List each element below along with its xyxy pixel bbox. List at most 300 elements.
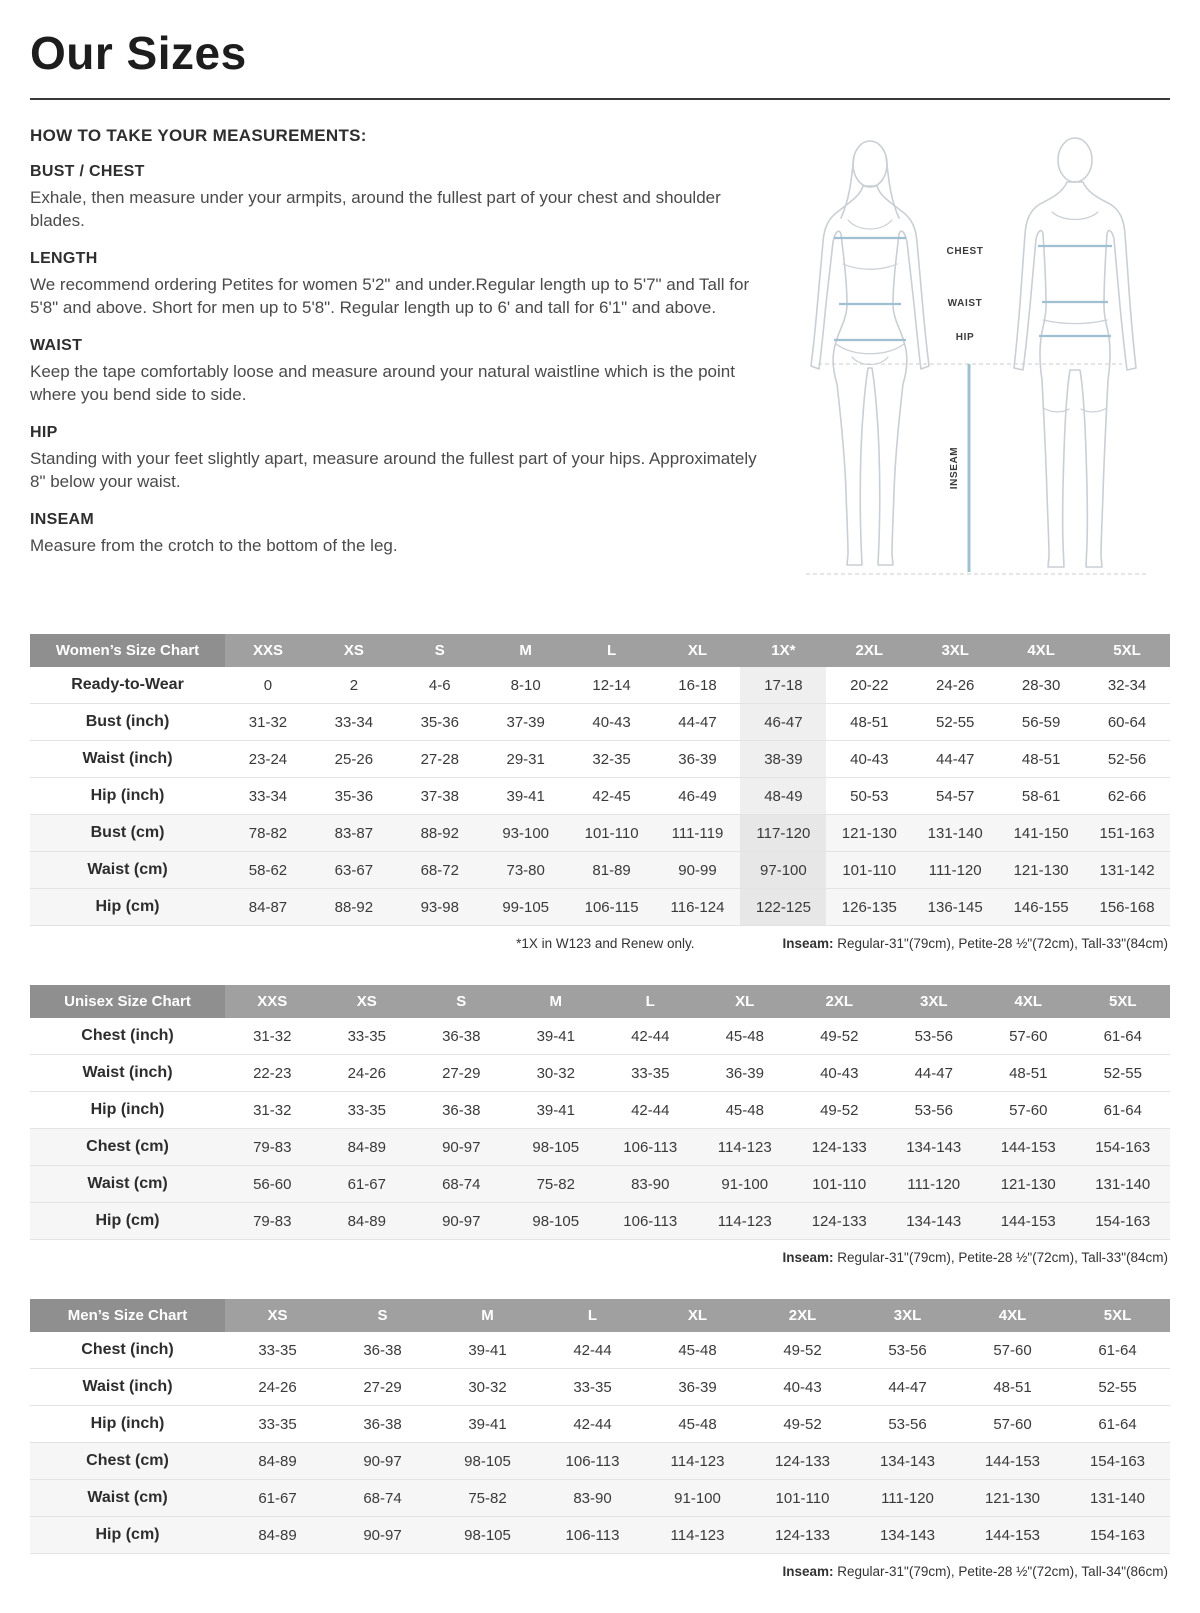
measurement-instructions — [30, 124, 1170, 600]
size-column-header: XS — [320, 985, 415, 1018]
size-cell: 46-47 — [740, 704, 826, 741]
size-cell: 68-72 — [420, 861, 459, 879]
section-body: Exhale, then measure under your armpits, around the fullest part of your chest and shoulder blades. — [30, 188, 721, 230]
size-row — [30, 852, 1170, 889]
size-cell: 106-113 — [565, 1452, 620, 1470]
size-cell: 101-110 — [775, 1489, 830, 1507]
inseam-footnote-label: Inseam: — [782, 936, 834, 951]
size-cell: 90-97 — [442, 1212, 481, 1230]
size-cell: 154-163 — [1095, 1212, 1151, 1230]
size-cell: 111-120 — [907, 1175, 961, 1193]
section-title: HIP — [30, 423, 58, 441]
size-cell: 49-52 — [820, 1101, 859, 1119]
section-length — [30, 250, 764, 320]
women-s-size-chart-table — [30, 634, 1170, 926]
size-cell: 0 — [263, 676, 273, 694]
size-cell: 106-113 — [623, 1138, 678, 1156]
size-column-header: XS — [311, 634, 397, 667]
female-bikini-top — [836, 344, 904, 354]
size-cell: 88-92 — [420, 824, 459, 842]
instructions-heading: HOW TO TAKE YOUR MEASUREMENTS: — [30, 126, 367, 145]
size-cell: 91-100 — [721, 1175, 769, 1193]
size-column-header: 2XL — [826, 634, 912, 667]
size-cell: 57-60 — [1009, 1027, 1048, 1045]
size-cell: 117-120 — [740, 815, 826, 852]
size-cell: 36-38 — [363, 1415, 402, 1433]
size-cell: 90-99 — [678, 861, 717, 879]
size-cell: 22-23 — [253, 1064, 292, 1082]
size-cell: 31-32 — [253, 1027, 292, 1045]
size-row — [30, 778, 1170, 815]
size-row — [30, 889, 1170, 926]
size-cell: 79-83 — [253, 1138, 292, 1156]
size-cell: 111-120 — [928, 861, 982, 879]
row-label: Chest (inch) — [81, 1027, 174, 1044]
size-cell: 46-49 — [678, 787, 717, 805]
size-cell: 84-87 — [248, 898, 288, 916]
size-cell: 24-26 — [258, 1378, 297, 1396]
size-column-header: M — [509, 985, 604, 1018]
size-cell: 42-44 — [631, 1101, 670, 1119]
size-cell: 58-62 — [248, 861, 288, 879]
size-cell: 16-18 — [678, 676, 717, 694]
section-title: WAIST — [30, 336, 83, 354]
size-row — [30, 1092, 1170, 1129]
size-cell: 54-57 — [936, 787, 975, 805]
size-cell: 17-18 — [740, 667, 826, 704]
size-cell: 101-110 — [812, 1175, 867, 1193]
size-cell: 45-48 — [678, 1341, 717, 1359]
size-cell: 39-41 — [506, 787, 545, 805]
size-cell: 44-47 — [888, 1378, 927, 1396]
size-cell: 36-38 — [442, 1101, 481, 1119]
size-cell: 57-60 — [1009, 1101, 1048, 1119]
section-title: BUST / CHEST — [30, 163, 145, 180]
size-cell: 48-49 — [740, 778, 826, 815]
size-cell: 61-64 — [1098, 1415, 1137, 1433]
size-cell: 134-143 — [879, 1526, 936, 1544]
size-cell: 24-26 — [936, 676, 975, 694]
inseam-footnote — [782, 1564, 1168, 1579]
one-x-footnote: *1X in W123 and Renew only. — [516, 936, 695, 951]
size-cell: 39-41 — [536, 1101, 575, 1119]
size-cell: 91-100 — [674, 1489, 721, 1507]
size-cell: 61-64 — [1098, 1341, 1137, 1359]
size-cell: 58-61 — [1021, 787, 1061, 805]
female-bikini-bottom — [852, 357, 888, 365]
size-cell: 62-66 — [1107, 787, 1147, 805]
size-column-header: S — [414, 985, 509, 1018]
size-cell: 44-47 — [914, 1064, 953, 1082]
size-cell: 45-48 — [725, 1027, 764, 1045]
size-cell: 53-56 — [914, 1027, 953, 1045]
row-label: Chest (cm) — [86, 1138, 169, 1155]
size-row — [30, 1018, 1170, 1055]
size-cell: 99-105 — [502, 898, 550, 916]
size-cell: 31-32 — [248, 713, 288, 731]
section-body: Measure from the crotch to the bottom of the leg. — [30, 535, 398, 555]
size-cell: 98-105 — [464, 1526, 511, 1544]
size-cell: 126-135 — [841, 898, 897, 916]
size-cell: 12-14 — [592, 676, 631, 694]
size-column-header: 4XL — [960, 1299, 1065, 1332]
size-cell: 78-82 — [248, 824, 288, 842]
size-cell: 131-140 — [927, 824, 983, 842]
section-bust-chest — [30, 163, 764, 233]
inseam-footnote-text: Regular-31"(79cm), Petite-28 ½"(72cm), Tall-33"(84cm) — [833, 1250, 1168, 1265]
size-cell: 131-140 — [1089, 1489, 1146, 1507]
size-cell: 131-140 — [1095, 1175, 1151, 1193]
size-cell: 39-41 — [468, 1341, 507, 1359]
size-cell: 144-153 — [984, 1452, 1041, 1470]
size-cell: 40-43 — [783, 1378, 822, 1396]
size-cell: 27-29 — [442, 1064, 481, 1082]
male-silhouette — [1014, 138, 1136, 567]
size-cell: 156-168 — [1099, 898, 1155, 916]
size-cell: 29-31 — [506, 750, 545, 768]
size-column-header: 5XL — [1084, 634, 1170, 667]
size-cell: 30-32 — [536, 1064, 575, 1082]
size-cell: 121-130 — [841, 824, 897, 842]
size-cell: 33-35 — [258, 1415, 297, 1433]
size-cell: 25-26 — [334, 750, 374, 768]
row-label: Bust (inch) — [85, 713, 170, 730]
size-column-header: 2XL — [792, 985, 887, 1018]
unisex-size-chart-table — [30, 985, 1170, 1240]
section-body: Keep the tape comfortably loose and measure around your natural waistline which is the point where you bend side to side. — [30, 361, 735, 404]
male-shorts-hem-right — [1081, 408, 1107, 412]
size-cell: 114-123 — [717, 1212, 772, 1230]
size-row — [30, 1443, 1170, 1480]
size-cell: 124-133 — [811, 1138, 867, 1156]
size-row — [30, 1203, 1170, 1240]
size-cell: 27-28 — [420, 750, 459, 768]
size-row — [30, 704, 1170, 741]
size-cell: 33-35 — [258, 1341, 297, 1359]
size-cell: 97-100 — [740, 852, 826, 889]
row-label: Waist (inch) — [82, 1064, 173, 1081]
size-column-header: L — [569, 634, 655, 667]
size-cell: 121-130 — [1000, 1175, 1056, 1193]
size-column-header: XS — [225, 1299, 330, 1332]
size-cell: 144-153 — [1000, 1138, 1056, 1156]
size-cell: 53-56 — [888, 1415, 927, 1433]
size-cell: 84-89 — [258, 1526, 297, 1544]
waist-label: WAIST — [947, 298, 983, 309]
size-cell: 84-89 — [347, 1138, 386, 1156]
size-cell: 61-64 — [1103, 1101, 1142, 1119]
table-title: Unisex Size Chart — [30, 985, 225, 1018]
size-cell: 57-60 — [993, 1415, 1032, 1433]
size-column-header: XL — [655, 634, 741, 667]
size-cell: 134-143 — [906, 1212, 962, 1230]
size-cell: 53-56 — [888, 1341, 927, 1359]
row-label: Chest (inch) — [81, 1341, 174, 1358]
row-label: Hip (inch) — [90, 1101, 165, 1118]
size-cell: 32-34 — [1107, 676, 1147, 694]
inseam-footnote-label: Inseam: — [782, 1564, 834, 1579]
size-column-header: 4XL — [998, 634, 1084, 667]
size-cell: 44-47 — [936, 750, 975, 768]
size-cell: 154-163 — [1095, 1138, 1151, 1156]
section-body: Standing with your feet slightly apart, measure around the fullest part of your hips. Approximately 8" below your waist. — [30, 448, 757, 491]
table-footnotes — [32, 1250, 1168, 1265]
row-label: Waist (cm) — [87, 1175, 168, 1192]
row-label: Chest (cm) — [86, 1452, 169, 1469]
size-cell: 35-36 — [334, 787, 374, 805]
size-row — [30, 1332, 1170, 1369]
body-measurement-diagram — [780, 124, 1172, 600]
size-charts-section — [30, 634, 1170, 1579]
size-column-header: 4XL — [981, 985, 1076, 1018]
size-cell: 4-6 — [428, 676, 451, 694]
size-column-header: 2XL — [750, 1299, 855, 1332]
size-cell: 79-83 — [253, 1212, 292, 1230]
size-cell: 114-123 — [670, 1452, 725, 1470]
size-cell: 40-43 — [820, 1064, 859, 1082]
size-cell: 151-163 — [1099, 824, 1155, 842]
row-label: Bust (cm) — [90, 824, 165, 841]
size-cell: 48-51 — [850, 713, 889, 731]
size-column-header: 3XL — [887, 985, 982, 1018]
size-cell: 37-39 — [506, 713, 545, 731]
size-row — [30, 1166, 1170, 1203]
male-shorts-hem-left — [1043, 408, 1069, 412]
size-column-header: XL — [698, 985, 793, 1018]
size-cell: 106-113 — [623, 1212, 678, 1230]
section-title: INSEAM — [30, 510, 95, 528]
row-label: Ready-to-Wear — [71, 676, 184, 693]
size-cell: 90-97 — [363, 1526, 402, 1544]
size-cell: 35-36 — [420, 713, 459, 731]
size-cell: 56-59 — [1021, 713, 1061, 731]
size-cell: 53-56 — [914, 1101, 953, 1119]
row-label: Hip (inch) — [90, 1415, 165, 1432]
size-cell: 50-53 — [850, 787, 889, 805]
size-column-header: S — [397, 634, 483, 667]
size-cell: 28-30 — [1021, 676, 1061, 694]
size-cell: 61-64 — [1103, 1027, 1142, 1045]
inseam-footnote-label: Inseam: — [782, 1250, 834, 1265]
size-cell: 124-133 — [774, 1452, 831, 1470]
section-waist — [30, 337, 764, 407]
size-row — [30, 1055, 1170, 1092]
size-cell: 33-35 — [631, 1064, 670, 1082]
size-cell: 114-123 — [670, 1526, 725, 1544]
size-cell: 24-26 — [347, 1064, 386, 1082]
size-cell: 73-80 — [506, 861, 545, 879]
section-title: LENGTH — [30, 249, 98, 267]
size-cell: 83-90 — [631, 1175, 670, 1193]
size-cell: 52-56 — [1107, 750, 1147, 768]
size-cell: 30-32 — [468, 1378, 507, 1396]
size-cell: 27-29 — [363, 1378, 402, 1396]
size-cell: 60-64 — [1107, 713, 1147, 731]
size-row — [30, 1480, 1170, 1517]
size-cell: 33-35 — [573, 1378, 612, 1396]
size-cell: 57-60 — [993, 1341, 1032, 1359]
size-cell: 101-110 — [842, 861, 897, 879]
size-cell: 39-41 — [536, 1027, 575, 1045]
inseam-footnote — [782, 936, 1168, 951]
size-row — [30, 1406, 1170, 1443]
size-row — [30, 667, 1170, 704]
size-column-header: XL — [645, 1299, 750, 1332]
row-label: Hip (cm) — [95, 1212, 160, 1229]
size-column-header: 5XL — [1065, 1299, 1170, 1332]
size-cell: 36-39 — [725, 1064, 764, 1082]
size-cell: 90-97 — [363, 1452, 402, 1470]
size-cell: 52-55 — [1098, 1378, 1137, 1396]
size-cell: 154-163 — [1089, 1526, 1146, 1544]
size-cell: 33-35 — [347, 1101, 386, 1119]
row-label: Hip (inch) — [90, 787, 165, 804]
size-cell: 75-82 — [536, 1175, 575, 1193]
size-cell: 124-133 — [774, 1526, 831, 1544]
size-cell: 124-133 — [811, 1212, 867, 1230]
size-cell: 84-89 — [258, 1452, 297, 1470]
size-cell: 48-51 — [993, 1378, 1032, 1396]
size-cell: 88-92 — [334, 898, 374, 916]
size-cell: 49-52 — [820, 1027, 859, 1045]
size-cell: 106-113 — [565, 1526, 620, 1544]
size-cell: 42-44 — [573, 1415, 612, 1433]
size-cell: 146-155 — [1013, 898, 1069, 916]
size-cell: 144-153 — [984, 1526, 1041, 1544]
hip-label: HIP — [955, 332, 975, 343]
size-cell: 61-67 — [347, 1175, 386, 1193]
size-cell: 36-38 — [363, 1341, 402, 1359]
row-label: Hip (cm) — [95, 898, 160, 915]
size-cell: 154-163 — [1089, 1452, 1146, 1470]
size-column-header: L — [603, 985, 698, 1018]
table-title: Women’s Size Chart — [30, 634, 225, 667]
size-cell: 36-39 — [678, 750, 717, 768]
size-cell: 83-90 — [573, 1489, 612, 1507]
size-column-header: M — [435, 1299, 540, 1332]
body-diagram-svg — [780, 124, 1172, 600]
size-column-header: 3XL — [912, 634, 998, 667]
size-cell: 40-43 — [592, 713, 631, 731]
size-cell: 33-35 — [347, 1027, 386, 1045]
size-cell: 98-105 — [532, 1138, 580, 1156]
inseam-footnote-text: Regular-31"(79cm), Petite-28 ½"(72cm), Tall-34"(86cm) — [833, 1564, 1168, 1579]
size-column-header: 5XL — [1076, 985, 1171, 1018]
title-divider — [30, 98, 1170, 100]
size-cell: 36-38 — [442, 1027, 481, 1045]
men-s-size-chart-table — [30, 1299, 1170, 1554]
row-label: Waist (cm) — [87, 861, 168, 878]
section-inseam — [30, 511, 764, 558]
size-cell: 8-10 — [510, 676, 541, 694]
section-body: We recommend ordering Petites for women 5'2" and under.Regular length up to 5'7" and Tall for 5'8" and above. Short for men up to 5'8". Regular length up to 6' and tall for 6'1" and above. — [30, 274, 750, 317]
size-cell: 61-67 — [258, 1489, 297, 1507]
size-cell: 81-89 — [592, 861, 631, 879]
size-cell: 42-44 — [631, 1027, 670, 1045]
male-body-outline — [1014, 182, 1136, 567]
size-cell: 48-51 — [1021, 750, 1061, 768]
table-title: Men’s Size Chart — [30, 1299, 225, 1332]
size-cell: 106-115 — [584, 898, 639, 916]
inseam-footnote-text: Regular-31"(79cm), Petite-28 ½"(72cm), Tall-33"(84cm) — [833, 936, 1168, 951]
size-column-header: XXS — [225, 985, 320, 1018]
size-cell: 121-130 — [984, 1489, 1041, 1507]
instructions-text-column — [30, 124, 764, 557]
size-cell: 114-123 — [717, 1138, 772, 1156]
size-cell: 93-100 — [502, 824, 550, 842]
size-row — [30, 741, 1170, 778]
inseam-footnote — [782, 1250, 1168, 1265]
size-cell: 52-55 — [936, 713, 975, 731]
size-row — [30, 1517, 1170, 1554]
size-cell: 42-45 — [592, 787, 631, 805]
size-column-header: 3XL — [855, 1299, 960, 1332]
row-label: Waist (cm) — [87, 1489, 168, 1506]
size-column-header: 1X* — [740, 634, 826, 667]
size-cell: 42-44 — [573, 1341, 612, 1359]
size-cell: 23-24 — [248, 750, 288, 768]
size-cell: 39-41 — [468, 1415, 507, 1433]
size-cell: 2 — [349, 676, 359, 694]
size-column-header: L — [540, 1299, 645, 1332]
size-cell: 101-110 — [584, 824, 639, 842]
size-cell: 131-142 — [1099, 861, 1155, 879]
size-column-header: XXS — [225, 634, 311, 667]
size-cell: 75-82 — [468, 1489, 507, 1507]
size-cell: 121-130 — [1013, 861, 1069, 879]
size-cell: 122-125 — [740, 889, 826, 926]
size-cell: 45-48 — [678, 1415, 717, 1433]
size-cell: 48-51 — [1009, 1064, 1048, 1082]
size-cell: 93-98 — [420, 898, 459, 916]
size-cell: 111-119 — [671, 824, 724, 842]
size-cell: 32-35 — [592, 750, 631, 768]
size-cell: 116-124 — [670, 898, 725, 916]
size-cell: 98-105 — [532, 1212, 580, 1230]
chest-label: CHEST — [946, 246, 984, 257]
size-cell: 20-22 — [850, 676, 889, 694]
size-cell: 98-105 — [464, 1452, 511, 1470]
female-top-hem — [843, 264, 897, 269]
size-cell: 84-89 — [347, 1212, 386, 1230]
size-column-header: S — [330, 1299, 435, 1332]
female-silhouette — [811, 141, 929, 565]
table-footnotes — [32, 936, 1168, 951]
row-label: Waist (inch) — [82, 750, 173, 767]
size-cell: 45-48 — [725, 1101, 764, 1119]
size-cell: 44-47 — [678, 713, 717, 731]
size-row — [30, 1129, 1170, 1166]
size-cell: 56-60 — [253, 1175, 292, 1193]
size-cell: 134-143 — [906, 1138, 962, 1156]
size-cell: 49-52 — [783, 1341, 822, 1359]
size-cell: 141-150 — [1013, 824, 1069, 842]
inseam-label: INSEAM — [949, 446, 960, 490]
male-top-hem — [1043, 320, 1107, 324]
size-cell: 52-55 — [1103, 1064, 1142, 1082]
row-label: Hip (cm) — [95, 1526, 160, 1543]
female-neckline — [848, 220, 892, 229]
size-column-header: M — [483, 634, 569, 667]
size-cell: 63-67 — [334, 861, 374, 879]
size-cell: 38-39 — [740, 741, 826, 778]
size-cell: 37-38 — [420, 787, 459, 805]
section-hip — [30, 424, 764, 494]
size-cell: 111-120 — [881, 1489, 934, 1507]
size-cell: 83-87 — [334, 824, 374, 842]
table-footnotes — [32, 1564, 1168, 1579]
size-cell: 40-43 — [850, 750, 889, 768]
